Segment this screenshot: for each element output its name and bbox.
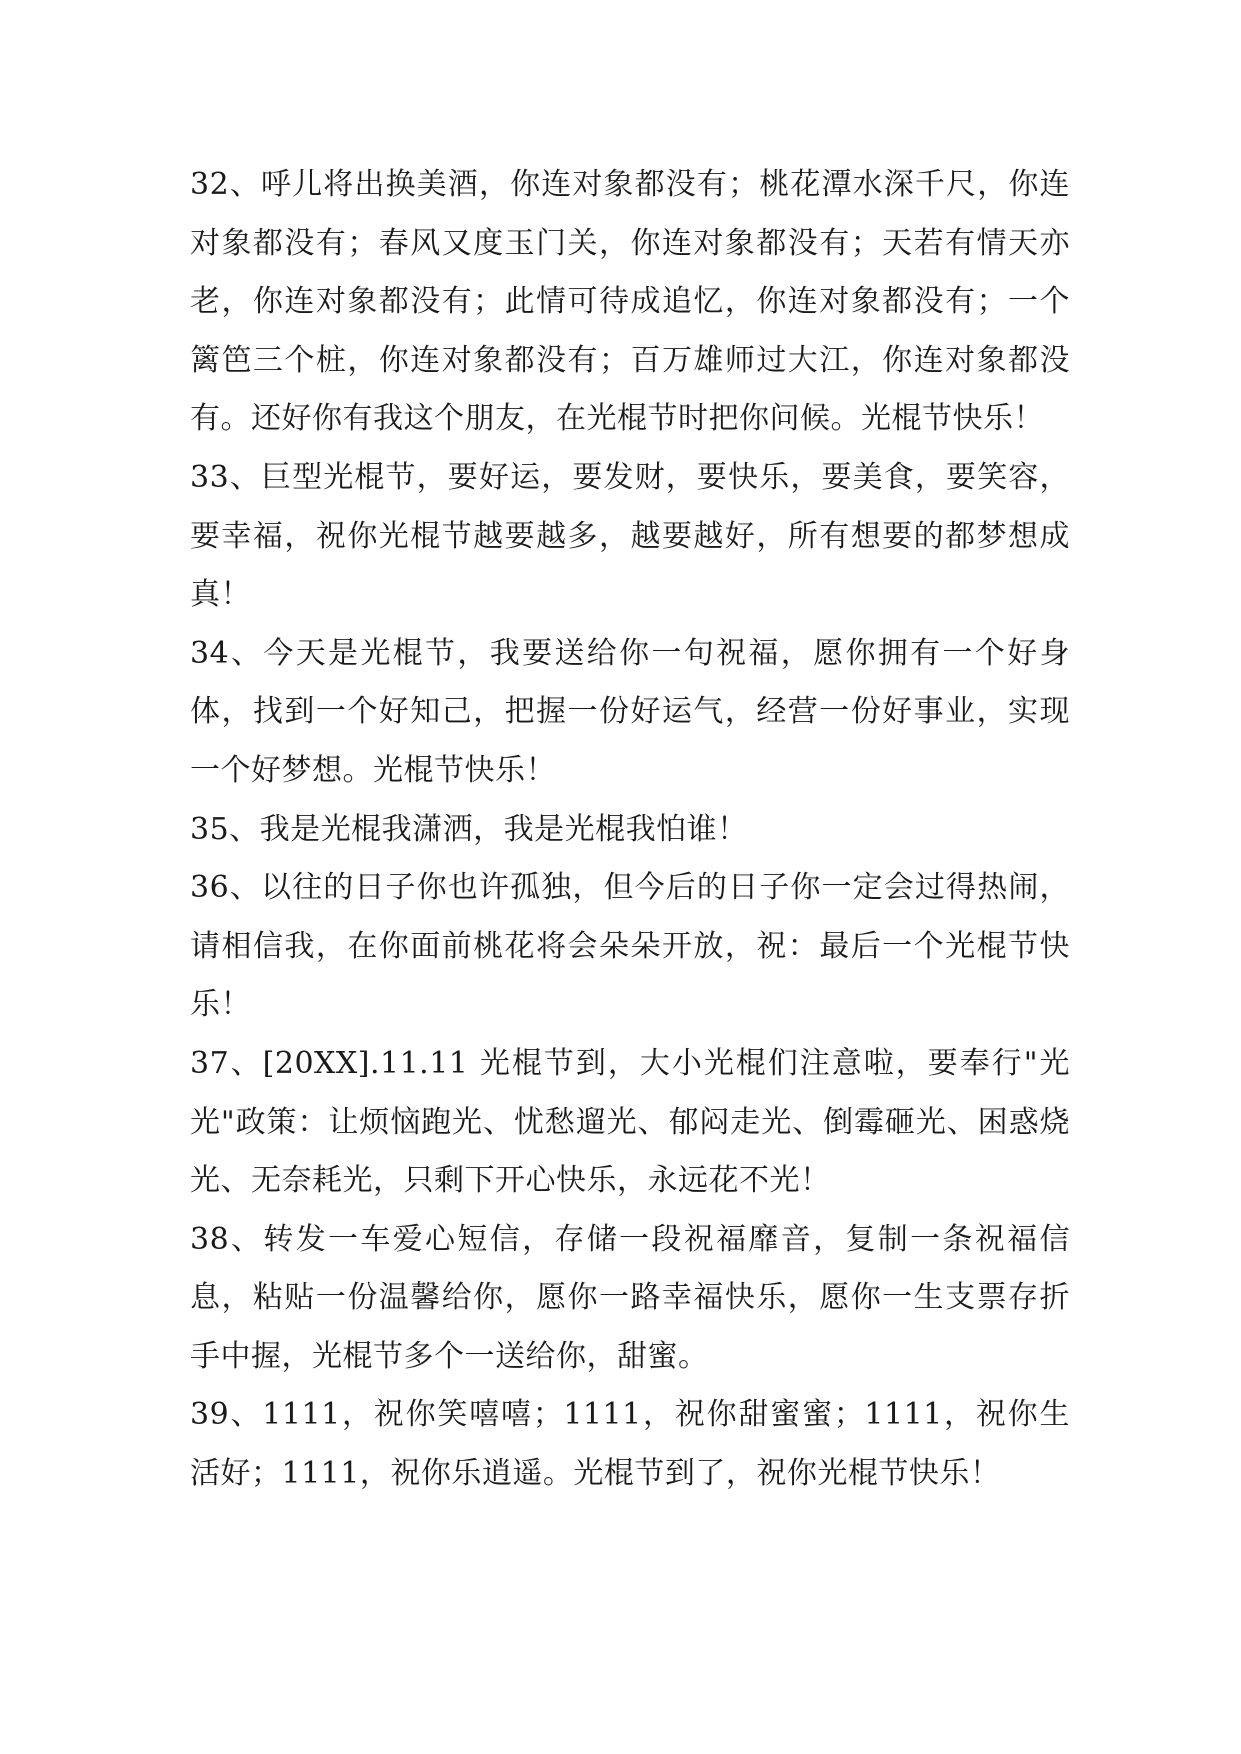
paragraph-35: 35、我是光棍我潇洒，我是光棍我怕谁！ xyxy=(190,811,748,847)
paragraph-32: 32、呼儿将出换美酒，你连对象都没有；桃花潭水深千尺，你连对象都没有；春风又度玉门关，你连对象都没有；天若有情天亦老，你连对象都没有；此情可待成追忆，你连对象都没有；一个篱笆三个桩，你连对象都没有；百万雄师过大江，你连对象都没有。还好你有我这个朋友，在光棍节时把你问候。光棍节快乐！ xyxy=(190,167,1070,437)
paragraph-37: 37、[20XX].11.11 光棍节到，大小光棍们注意啦，要奉行"光光"政策：让烦恼跑光、忧愁遛光、郁闷走光、倒霉砸光、困惑烧光、无奈耗光，只剩下开心快乐，永远花不光！ xyxy=(190,1045,1070,1199)
paragraph-36: 36、以往的日子你也许孤独，但今后的日子你一定会过得热闹，请相信我，在你面前桃花将会朵朵开放，祝：最后一个光棍节快乐！ xyxy=(190,870,1070,1023)
paragraph-39: 39、1111，祝你笑嘻嘻；1111，祝你甜蜜蜜；1111，祝你生活好；1111，祝你乐逍遥。光棍节到了，祝你光棍节快乐！ xyxy=(190,1397,1070,1492)
paragraph-34: 34、今天是光棍节，我要送给你一句祝福，愿你拥有一个好身体，找到一个好知己，把握一份好运气，经营一份好事业，实现一个好梦想。光棍节快乐！ xyxy=(190,635,1070,788)
paragraph-38: 38、转发一车爱心短信，存储一段祝福靡音，复制一条祝福信息，粘贴一份温馨给你，愿你一路幸福快乐，愿你一生支票存折手中握，光棍节多个一送给你，甜蜜。 xyxy=(190,1221,1070,1374)
document-body xyxy=(190,156,1070,1504)
paragraph-33: 33、巨型光棍节，要好运，要发财，要快乐，要美食，要笑容，要幸福，祝你光棍节越要越多，越要越好，所有想要的都梦想成真！ xyxy=(190,459,1070,613)
